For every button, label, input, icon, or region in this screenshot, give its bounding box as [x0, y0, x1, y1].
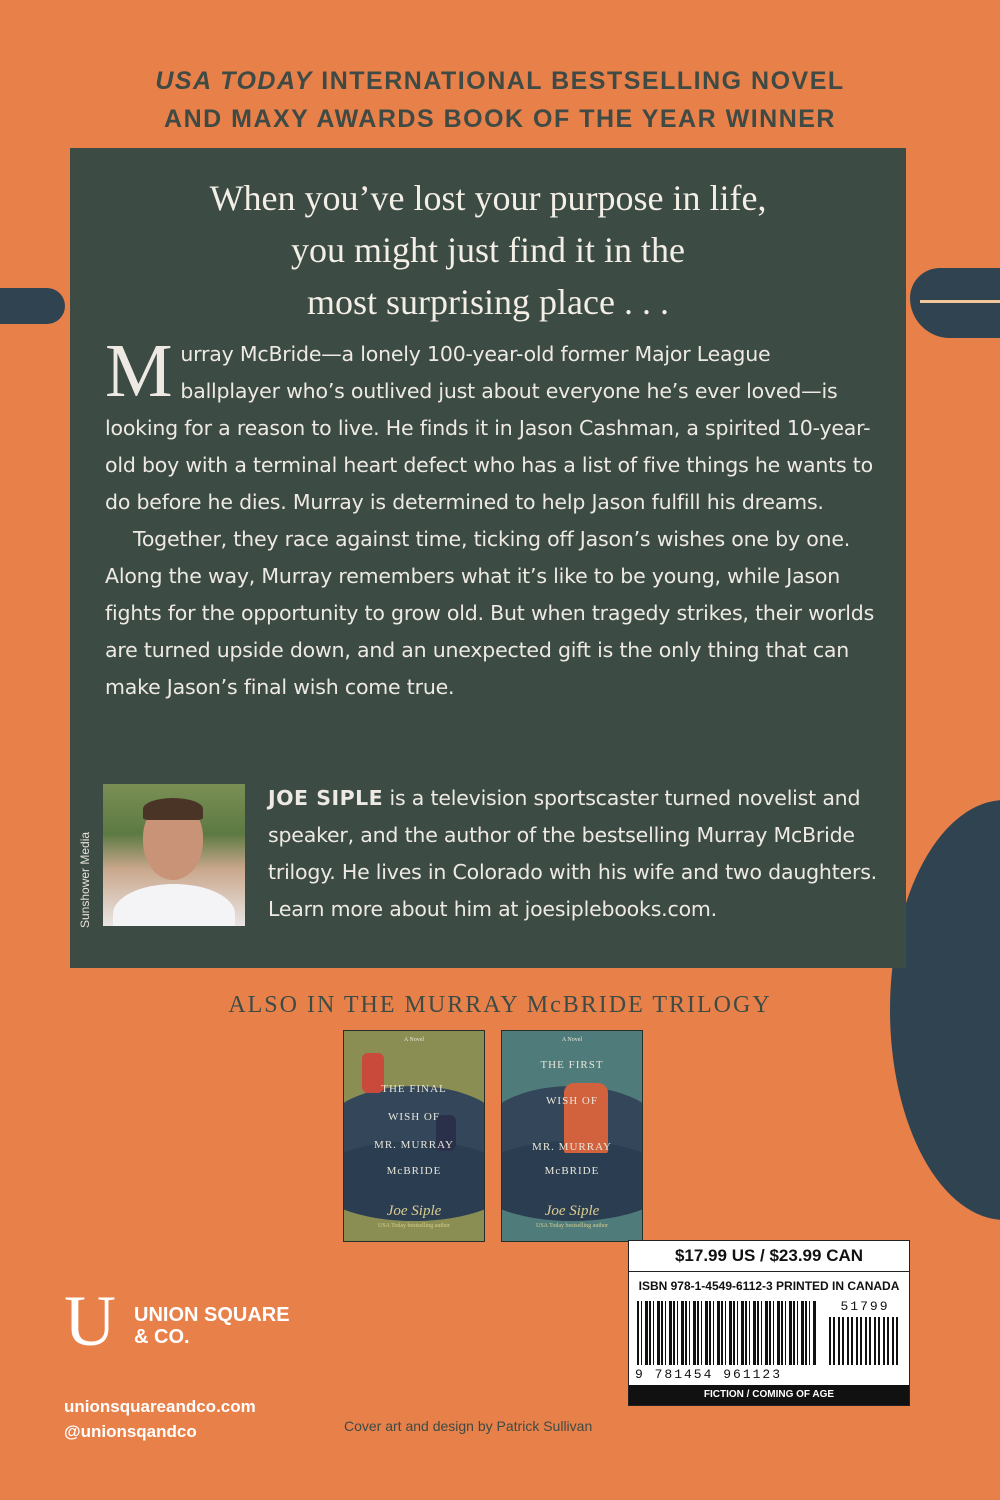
book-label: A Novel: [403, 1037, 425, 1043]
series-book-cover-1: [343, 1030, 485, 1242]
series-heading: ALSO IN THE MURRAY McBRIDE TRILOGY: [228, 992, 772, 1018]
addon-digits: 51799: [840, 1299, 890, 1314]
barcode-icon: [637, 1301, 817, 1365]
publisher-name: [134, 1304, 290, 1348]
price-label: $17.99 US / $23.99 CAN: [629, 1241, 909, 1272]
award-heading-line2: AND MAXY AWARDS BOOK OF THE YEAR WINNER: [164, 105, 836, 133]
author-name: JOE SIPLE: [268, 786, 384, 810]
author-bio: [268, 780, 888, 928]
cover-credit: Cover art and design by Patrick Sullivan: [344, 1418, 593, 1434]
book-label: A Novel: [561, 1037, 583, 1043]
book-title-line: THE FINAL: [381, 1083, 447, 1095]
ean-digits: 9 781454 961123: [635, 1367, 783, 1382]
series-book-cover-2: [501, 1030, 643, 1242]
description-paragraph-1: [105, 329, 875, 521]
publisher-logo: [64, 1281, 314, 1361]
book-author: Joe Siple: [386, 1203, 442, 1219]
book-title-line: MR. MURRAY: [374, 1139, 454, 1151]
award-heading-line1: INTERNATIONAL BESTSELLING NOVEL: [312, 67, 845, 95]
author-photo: [103, 784, 245, 926]
book-title-line: THE FIRST: [540, 1059, 604, 1071]
photo-credit: Sunshower Media: [78, 831, 92, 928]
publisher-handle: @unionsqandco: [64, 1422, 197, 1441]
book-tagline: USA Today bestselling author: [378, 1223, 450, 1229]
book-title-line: WISH OF: [546, 1095, 598, 1107]
book-title-line: McBRIDE: [544, 1165, 600, 1177]
description-panel: [70, 148, 906, 968]
book-author: Joe Siple: [544, 1203, 600, 1219]
headline-line-3: most surprising place . . .: [307, 282, 669, 322]
tagline-headline: [70, 172, 906, 328]
book-title-line: McBRIDE: [386, 1165, 442, 1177]
book-tagline: USA Today bestselling author: [536, 1223, 608, 1229]
addon-barcode-icon: [829, 1317, 901, 1365]
decorative-shape-left: [0, 288, 65, 324]
book-title-line: MR. MURRAY: [532, 1141, 612, 1153]
publisher-name-line2: & CO.: [134, 1326, 190, 1348]
publisher-name-line1: UNION SQUARE: [134, 1304, 290, 1326]
publisher-mark-icon: U: [64, 1281, 116, 1361]
description-paragraph-2: Together, they race against time, ticking off Jason’s wishes one by one. Along the way, Murray remembers what it’s like to be young, while Jason fights for the opportunity to grow old. But when tragedy strikes, their worlds are turned upside down, and an unexpected gift is the only thing that can make Jason’s final wish come true.: [105, 527, 875, 699]
decorative-shape-right: [910, 268, 1000, 338]
description-paragraph-1-text: urray McBride—a lonely 100-year-old former Major League ballplayer who’s outlived just about everyone he’s ever loved—is looking for a reason to live. He finds it in Jason Cashman, a spirited 10-year-old boy with a terminal heart defect who has a list of five things he wants to do before he dies. Murray is determined to help Jason fulfill his dreams.: [105, 342, 873, 514]
headline-line-2: you might just find it in the: [291, 230, 685, 270]
headline-line-1: When you’ve lost your purpose in life,: [209, 178, 767, 218]
category-label: FICTION / COMING OF AGE: [629, 1385, 909, 1405]
book-description: [105, 329, 875, 706]
dropcap-letter: M: [105, 329, 173, 413]
publisher-website: unionsquareandco.com: [64, 1397, 256, 1416]
award-heading-italic: USA TODAY: [155, 67, 313, 95]
author-bio-text: is a television sportscaster turned novelist and speaker, and the author of the bestselling Murray McBride trilogy. He lives in Colorado with his wife and two daughters. Learn more about him at joesiplebooks.com.: [268, 786, 877, 921]
barcode-block: [628, 1240, 910, 1406]
isbn-label: ISBN 978-1-4549-6112-3 PRINTED IN CANADA: [638, 1279, 900, 1293]
publisher-links: [64, 1394, 256, 1444]
book-title-line: WISH OF: [388, 1111, 440, 1123]
award-heading: [0, 62, 1000, 138]
